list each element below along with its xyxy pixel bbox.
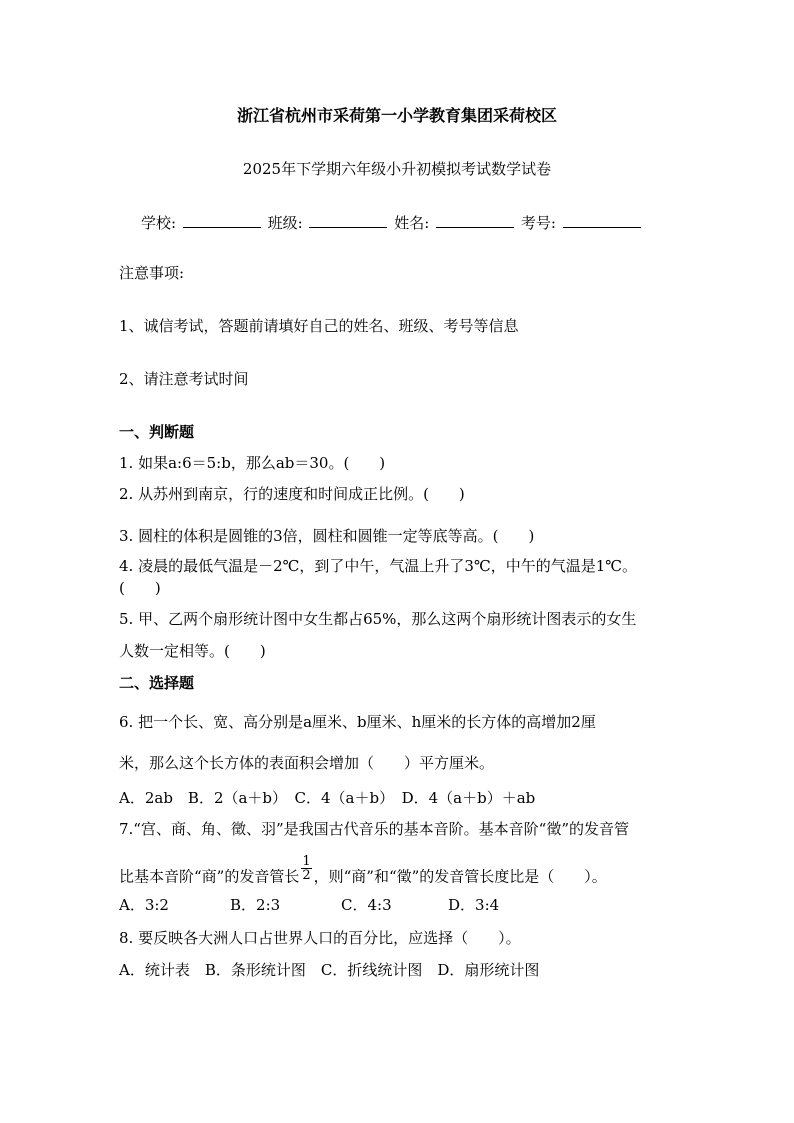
note-item: 1、诚信考试，答题前请填好自己的姓名、班级、考号等信息 xyxy=(119,317,519,335)
option-d: D．3:4 xyxy=(448,896,500,914)
school-blank[interactable] xyxy=(183,212,261,228)
option-b: B．2:3 xyxy=(230,896,281,914)
question-7-text-before: 比基本音阶“商”的发音管长 xyxy=(119,867,300,886)
question-7-line-1: 7.“宫、商、角、徵、羽”是我国古代音乐的基本音阶。基本音阶“徵”的发音管 xyxy=(119,820,629,838)
question-6-options: A．2ab B．2（a＋b） C．4（a＋b） D．4（a＋b）＋ab xyxy=(119,789,536,807)
question-5-line-1: 5. 甲、乙两个扇形统计图中女生都占65%，那么这两个扇形统计图表示的女生 xyxy=(119,610,637,628)
question-7-line-2 xyxy=(119,854,607,891)
option-a: A．3:2 xyxy=(119,896,169,914)
page-title: 浙江省杭州市采荷第一小学教育集团采荷校区 xyxy=(236,106,557,125)
notes-heading: 注意事项: xyxy=(119,264,185,282)
question-8-options: A．统计表 B．条形统计图 C．折线统计图 D．扇形统计图 xyxy=(119,961,540,979)
class-label: 班级: xyxy=(267,214,303,232)
class-blank[interactable] xyxy=(309,212,387,228)
question-6-line-2: 米，那么这个长方体的表面积会增加（ ）平方厘米。 xyxy=(119,754,495,772)
question-7-text-after: ，则“商”和“徵”的发音管长度比是（ ）。 xyxy=(313,867,607,886)
exam-subtitle: 2025年下学期六年级小升初模拟考试数学试卷 xyxy=(242,160,552,178)
section-heading-true-false: 一、判断题 xyxy=(119,423,195,441)
exam-number-blank[interactable] xyxy=(563,212,641,228)
question-3: 3. 圆柱的体积是圆锥的3倍，圆柱和圆锥一定等底等高。( ) xyxy=(119,527,535,545)
note-item: 2、请注意考试时间 xyxy=(119,370,249,388)
question-1: 1. 如果a:6＝5:b，那么ab＝30。( ) xyxy=(119,454,386,472)
question-6-line-1: 6. 把一个长、宽、高分别是a厘米、b厘米、h厘米的长方体的高增加2厘 xyxy=(119,713,596,731)
fraction-numerator: 1 xyxy=(302,854,311,869)
exam-number-label: 考号: xyxy=(520,214,556,232)
fraction-denominator: 2 xyxy=(302,868,311,883)
fraction-one-half xyxy=(301,855,311,882)
name-blank[interactable] xyxy=(436,212,514,228)
school-label: 学校: xyxy=(141,214,177,232)
question-8-line-1: 8. 要反映各大洲人口占世界人口的百分比，应选择（ ）。 xyxy=(119,929,521,947)
question-5-line-2: 人数一定相等。( ) xyxy=(119,642,266,660)
section-heading-multiple-choice: 二、选择题 xyxy=(119,674,195,692)
info-fields-row xyxy=(141,212,643,233)
option-c: C．4:3 xyxy=(341,896,392,914)
question-2: 2. 从苏州到南京，行的速度和时间成正比例。( ) xyxy=(119,485,465,503)
question-4-line-1: 4. 凌晨的最低气温是－2℃，到了中午，气温上升了3℃，中午的气温是1℃。 xyxy=(119,557,638,575)
question-4-line-2: ( ) xyxy=(119,579,161,597)
question-7-options xyxy=(119,895,499,915)
name-label: 姓名: xyxy=(394,214,430,232)
